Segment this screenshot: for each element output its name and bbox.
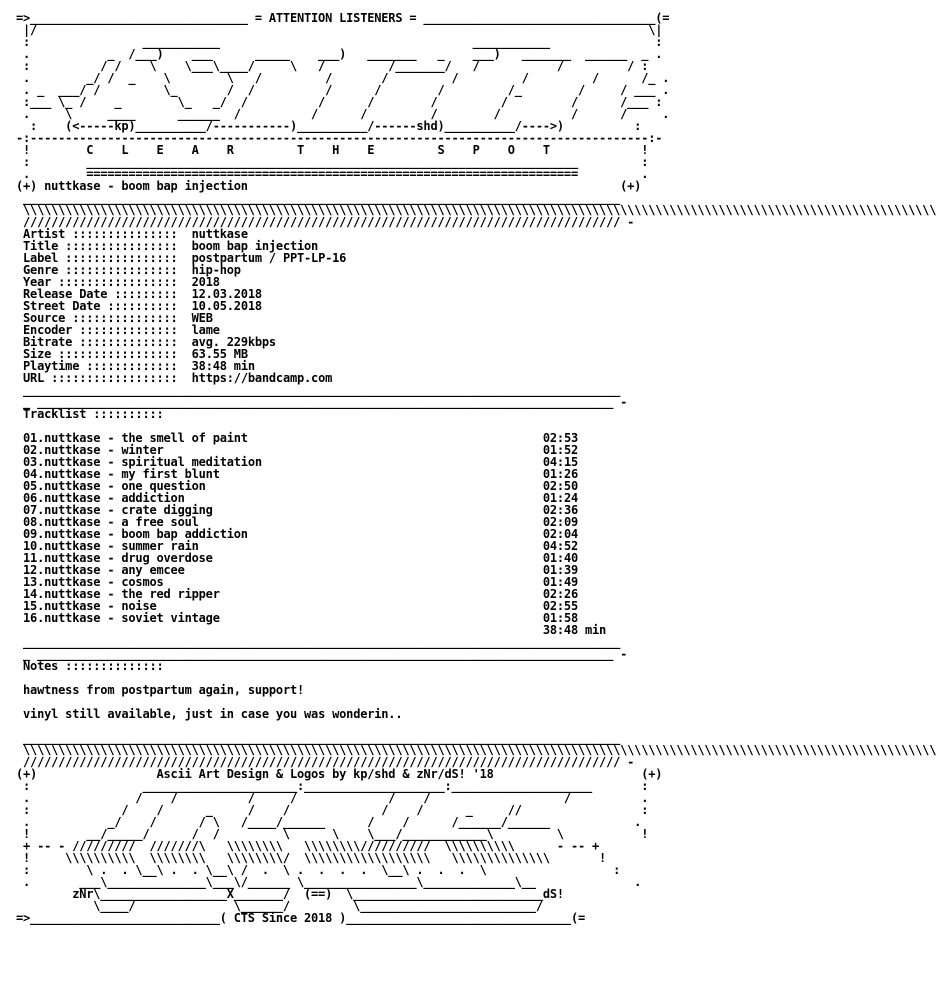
track-duration: 01:24 xyxy=(542,491,578,505)
field-value: hip-hop xyxy=(191,263,241,277)
field-value: nuttkase xyxy=(191,227,248,241)
track-duration: 01:40 xyxy=(542,551,578,565)
field-label: Encoder xyxy=(23,323,73,337)
field-label: Label xyxy=(23,251,59,265)
footer-ascii-logo: (+) Ascii Art Design & Logos by kp/shd & zNr/dS! '18 (+) : ______________________:____________________:____________________ : . / / / / / / / . : / / _ / / / / _ // : . _/ / / \ /____/______ / / /______/______ . ! __/_____/ / / \ \ \___/____________\ \ ! + -- - ///////// ///////\ \\\\\\\\ \\\\\\\\////////// \\\\\\\\\\ - -- + ! \\\\\\\\\\ \\\\\\\\ \\\\\\\\/ \\\\\\\\\\\\\\\\\\ \\\\\\\\\\\\\\ ! : \ . . \__\ . . \__\ / . \ . . . . \__\ . . . \ : . ___\______________\___\/______ \________________\_____________\__ . zNr\__________________X_______/ (==) \___________________________dS! \____/ \______/ \_________________________/ xyxy=(16,767,663,913)
field-label: Size xyxy=(23,347,52,361)
track-duration: 04:15 xyxy=(542,455,578,469)
track-title: 12.nuttkase - any emcee xyxy=(23,563,185,577)
track-duration: 02:53 xyxy=(542,431,578,445)
track-duration: 01:58 xyxy=(542,611,578,625)
field-value: 10.05.2018 xyxy=(191,299,262,313)
field-label: Genre xyxy=(23,263,59,277)
track-title: 14.nuttkase - the red ripper xyxy=(23,587,220,601)
track-duration: 04:52 xyxy=(542,539,578,553)
track-title: 02.nuttkase - winter xyxy=(23,443,164,457)
track-duration: 01:49 xyxy=(542,575,578,589)
track-duration: 01:52 xyxy=(542,443,578,457)
tracklist xyxy=(16,431,578,625)
track-duration: 01:39 xyxy=(542,563,578,577)
track-title: 13.nuttkase - cosmos xyxy=(23,575,164,589)
track-title: 04.nuttkase - my first blunt xyxy=(23,467,220,481)
track-title: 09.nuttkase - boom bap addiction xyxy=(23,527,248,541)
field-label: Title xyxy=(23,239,59,253)
track-title: 03.nuttkase - spiritual meditation xyxy=(23,455,262,469)
field-value: 2018 xyxy=(191,275,220,289)
track-title: 16.nuttkase - soviet vintage xyxy=(23,611,220,625)
header-ascii-logo: =>_______________________________ = ATTENTION LISTENERS = _________________________________(= |/ \| : ___________ ___________ : . _ /___) ___ _____ ___) _______ _ ___) _______ ______ _ . : / / \ \___\____/ \ / /_______/ / / / : . _/ / _ \ \ / / / / / / /_ . . _ ___/ / \_ / / / / / /_ / / ___ . :___ \_ / _ \_ _/ / / / / / / /___ : . \ ____ ______ / / / / / / / . : (<-----kp)__________/-----------)__________/------shd)__________/---->) : -:----------------------------------------------------------------------------------------:- ! C L E A R T H E S P O T ! : ______________________________________________________________________ : . ====================================================================== . xyxy=(16,11,670,181)
release-info-block: Artist ::::::::::::::: nuttkase Title :::::::::::::::: boom bap injection Label :::::::::::::::: postpartum / PPT-LP-16 Genre :::::::::::::::: hip-hop Year ::::::::::::::::: 2018 Release Date ::::::::: 12.03.2018 Street Date :::::::::: 10.05.2018 Source ::::::::::::::: WEB Encoder :::::::::::::: lame Bitrate :::::::::::::: avg. 229kbps Size ::::::::::::::::: 63.55 MB Playtime ::::::::::::: 38:48 min URL :::::::::::::::::: https://bandcamp.com xyxy=(23,227,347,385)
track-duration: 01:26 xyxy=(542,467,578,481)
track-title: 06.nuttkase - addiction xyxy=(23,491,185,505)
field-value: avg. 229kbps xyxy=(191,335,276,349)
track-duration: 02:26 xyxy=(542,587,578,601)
track-title: 15.nuttkase - noise xyxy=(23,599,157,613)
field-value: WEB xyxy=(191,311,213,325)
track-title: 07.nuttkase - crate digging xyxy=(23,503,213,517)
track-duration: 02:04 xyxy=(542,527,578,541)
field-label: Release Date xyxy=(23,287,108,301)
track-duration: 02:50 xyxy=(542,479,578,493)
notes-line: vinyl still available, just in case you was wonderin.. xyxy=(23,707,403,721)
field-value[interactable]: https://bandcamp.com xyxy=(191,371,333,385)
field-value: lame xyxy=(191,323,220,337)
field-label: Artist xyxy=(23,227,66,241)
field-label: Bitrate xyxy=(23,335,73,349)
notes-line: hawtness from postpartum again, support! xyxy=(23,683,305,697)
track-duration: 02:36 xyxy=(542,503,578,517)
field-label: URL xyxy=(23,371,45,385)
field-value: boom bap injection xyxy=(191,239,319,253)
track-title: 05.nuttkase - one question xyxy=(23,479,206,493)
notes-heading: Notes :::::::::::::: xyxy=(23,659,164,673)
field-label: Year xyxy=(23,275,52,289)
track-title: 01.nuttkase - the smell of paint xyxy=(23,431,248,445)
field-value: postpartum / PPT-LP-16 xyxy=(191,251,347,265)
tracklist-heading: Tracklist :::::::::: xyxy=(23,407,164,421)
tracklist-total: 38:48 min xyxy=(16,623,607,637)
track-duration: 02:55 xyxy=(542,599,578,613)
field-value: 38:48 min xyxy=(191,359,255,373)
field-label: Source xyxy=(23,311,66,325)
nfo-document: =>_______________________________ = ATTENTION LISTENERS = _________________________________(= |/ \| : ___________ ___________ : . _ /___) ___ _____ ___) _______ _ ___) _______ ______ _ . : / / \ \___\____/ \ / /_______/ / / / : . _/ / _ \ \ / / / / / / /_ . . _ ___/ / \_ / / / / / /_ / / ___ . :___ \_ / _ \_ _/ / / / / / / /___ : . \ ____ ______ / / / / / / / . : (<-----kp)__________/-----------)__________/------shd)__________/---->) : -:----------------------------------------------------------------------------------------:- ! C L E A R T H E S P O T ! : ______________________________________________________________________ : . ====================================================================== . (+) nuttkase - boom bap injection (+) _____________________________________________________________________________________ \\\\\\\\\\\\\\\\\\\\\\\\\\\\\\\\\\\\\\\\\\\\\\\\\\\\\\\\\\\\\\\\\\\\\\\\\\\\\\\\\\\\\\\\\\\\\\\\\\\\\\\\\\\\\\\\\\\\\\\\\\\\\\\\\\ ///////////////////////////////////////////////////////////////////////////////////// - Artist ::::::::::::::: nuttkase Title :::::::::::::::: boom bap injection Label :::::::::::::::: postpartum / PPT-LP-16 Genre :::::::::::::::: hip-hop Year ::::::::::::::::: 2018 Release Date ::::::::: 12.03.2018 Street Date :::::::::: 10.05.2018 Source ::::::::::::::: WEB Encoder :::::::::::::: lame Bitrate :::::::::::::: avg. 229kbps Size ::::::::::::::::: 63.55 MB Playtime ::::::::::::: 38:48 min URL :::::::::::::::::: https://bandcamp.com _____________________________________________________________________________________ _ __________________________________________________________________________________ - Tracklist :::::::::: 01.nuttkase - the smell of paint 02:53 02.nuttkase - winter 01:52 03.nuttkase - spiritual meditation 04:15 04.nuttkase - my first blunt 01:26 05.nuttkase - one question 02:50 06.nuttkase - addiction 01:24 07.nuttkase - crate digging 02:36 08.nuttkase - a free soul 02:09 09.nuttkase - boom bap addiction 02:04 10.nuttkase - summer rain 04:52 11.nuttkase - drug overdose 01:40 12.nuttkase - any emcee 01:39 13.nuttkase - cosmos 01:49 14.nuttkase - the red ripper 02:26 15.nuttkase - noise 02:55 16.nuttkase - soviet vintage 01:58 38:48 min _____________________________________________________________________________________ _ __________________________________________________________________________________ - Notes :::::::::::::: hawtness from postpartum again, support! vinyl still available, just in case you was wonderin.. _____________________________________________________________________________________ \\\\\\\\\\\\\\\\\\\\\\\\\\\\\\\\\\\\\\\\\\\\\\\\\\\\\\\\\\\\\\\\\\\\\\\\\\\\\\\\\\\\\\\\\\\\\\\\\\\\\\\\\\\\\\\\\\\\\\\\\\\\\\\\\\ ///////////////////////////////////////////////////////////////////////////////////// - (+) Ascii Art Design & Logos by kp/shd & zNr/dS! '18 (+) : ______________________:____________________:____________________ : . / / / / / / / . : / / _ / / / / _ // : . _/ / / \ /____/______ / / /______/______ . ! __/_____/ / / \ \ \___/____________\ \ ! + -- - ///////// ///////\ \\\\\\\\ \\\\\\\\////////// \\\\\\\\\\ - -- + ! \\\\\\\\\\ \\\\\\\\ \\\\\\\\/ \\\\\\\\\\\\\\\\\\ \\\\\\\\\\\\\\ ! : \ . . \__\ . . \__\ / . \ . . . . \__\ . . . \ : . ___\______________\___\/______ \________________\_____________\__ . zNr\__________________X_______/ (==) \___________________________dS! \____/ \______/ \_________________________/ =>___________________________( CTS Since 2018 )________________________________(= xyxy=(16,11,936,925)
track-title: 10.nuttkase - summer rain xyxy=(23,539,199,553)
field-label: Street Date xyxy=(23,299,101,313)
release-title-line: (+) nuttkase - boom bap injection (+) xyxy=(16,179,642,193)
footer-line: =>___________________________( CTS Since 2018 )________________________________(= xyxy=(16,911,585,925)
track-title: 11.nuttkase - drug overdose xyxy=(23,551,213,565)
track-title: 08.nuttkase - a free soul xyxy=(23,515,199,529)
field-label: Playtime xyxy=(23,359,80,373)
track-duration: 02:09 xyxy=(542,515,578,529)
field-value: 63.55 MB xyxy=(191,347,248,361)
field-value: 12.03.2018 xyxy=(191,287,262,301)
